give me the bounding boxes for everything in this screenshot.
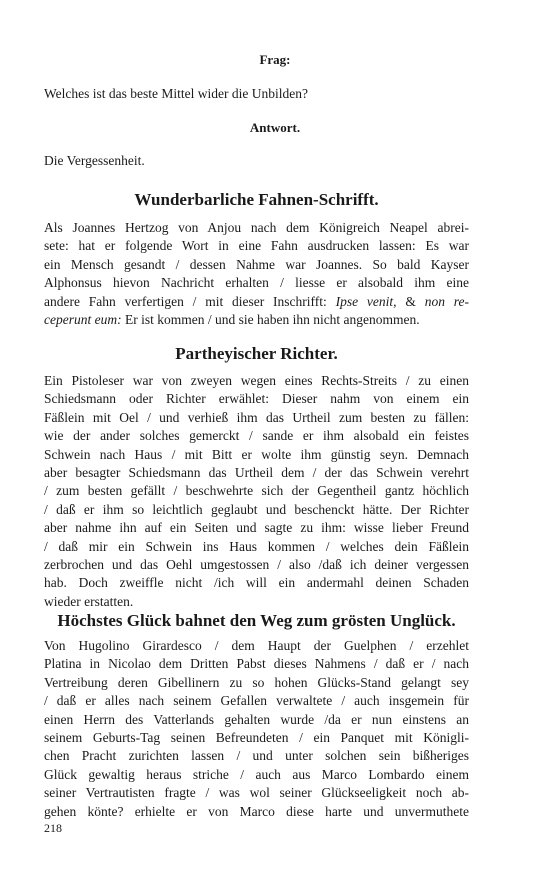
text-line: sete: hat er folgende Wort in eine Fahn ausdrucken lassen: Es war xyxy=(44,238,469,254)
text-line: Schiedsmann oder Richter erwählet: Dieser nahm von einem ein xyxy=(44,391,469,407)
section-body-fahnen xyxy=(44,219,469,329)
latin-text: ceperunt eum: xyxy=(44,312,122,328)
section-title-glueck: Höchstes Glück bahnet den Weg zum grösten Unglück. xyxy=(57,611,456,630)
page-number: 218 xyxy=(44,821,62,835)
latin-text: non re- xyxy=(424,293,470,309)
text-line: einen Herrn des Vatterlands gehalten wurde /da er nun einstens an xyxy=(44,711,469,727)
text-line: wieder erstatten. xyxy=(44,593,134,609)
section-body-glueck xyxy=(44,637,469,821)
text-line xyxy=(44,311,469,329)
text-line: seiner Vertrautisten fragte / was wol seiner Glückseeligkeit noch ab- xyxy=(44,785,469,801)
text-line: / daß mir ein Schwein ins Haus kommen / welches dein Fäßlein xyxy=(44,538,469,554)
ampersand: & xyxy=(405,293,416,309)
text-line: zerbrochen und das Oehl umgestossen / also /daß ich deiner vergessen xyxy=(44,557,469,573)
question-label: Frag: xyxy=(259,52,291,67)
text-line: Von Hugolino Girardesco / dem Haupt der Guelphen / erzehlet xyxy=(44,638,469,653)
text-line: / daß er ihm so leichtlich geglaubt und beschenckt hätte. Der Richter xyxy=(44,501,469,517)
text-line: aber besagter Schiedsmann das Urtheil dem / der das Schwein verehrt xyxy=(44,465,469,481)
text-line: Platina in Nicolao dem Dritten Pabst dieses Nahmens / daß er / nach xyxy=(44,656,469,672)
latin-text: Ipse venit, xyxy=(335,293,397,309)
text-line: ein Mensch gesandt / dessen Nahme war Joannes. So bald Kayser xyxy=(44,256,469,272)
text-fragment: andere Fahn verfertigen / mit dieser Inschrifft: xyxy=(44,293,327,309)
text-fragment: Er ist kommen / und sie haben ihn nicht angenommen. xyxy=(124,312,420,328)
text-line: Glück gewaltig heraus striche / auch aus Marco Lombardo einem xyxy=(44,766,469,782)
text-line: / zum besten gefällt / beschwehrte sich der Gegentheil gantz höchlich xyxy=(44,483,469,499)
text-line: wie der ander solches gemerckt / sande er ihm alsobald ein feistes xyxy=(44,428,469,444)
text-line: chen Pracht zurichten lassen / und unter solchen sein bißheriges xyxy=(44,748,469,764)
text-line xyxy=(44,293,469,311)
text-line: gehen könte? erhielte er von Marco diese harte und unvermuthete xyxy=(44,803,469,819)
section-body-richter xyxy=(44,372,469,611)
text-line: Vertreibung deren Gibellinern zu so hohen Glücks-Stand gelangt sey xyxy=(44,674,469,690)
text-line: Ein Pistoleser war von zweyen wegen eines Rechts-Streits / zu einen xyxy=(44,373,469,388)
answer-label: Antwort. xyxy=(249,120,301,135)
text-line: / daß er alles nach seinem Gefallen verwaltete / auch insgemein für xyxy=(44,693,469,709)
question-text: Welches ist das beste Mittel wider die Unbilden? xyxy=(44,86,308,101)
answer-text: Die Vergessenheit. xyxy=(44,153,145,168)
text-line: seinem Geburts-Tag seinen Befreundeten / ein Panquet mit Königli- xyxy=(44,730,469,746)
text-line: Als Joannes Hertzog von Anjou nach dem Königreich Neapel abrei- xyxy=(44,220,469,235)
section-title-fahnen: Wunderbarliche Fahnen-Schrifft. xyxy=(134,190,379,209)
section-title-richter: Partheyischer Richter. xyxy=(175,344,338,363)
text-line: Fäßlein mit Oel / und verhieß ihm das Urtheil zum besten zu fällen: xyxy=(44,409,469,425)
text-line: Schwein nach Haus / mit Bitt er wolte ihm günstig seyn. Demnach xyxy=(44,446,469,462)
text-line: aber nahme ihn auf ein Seiten und sagte zu ihm: wisse lieber Freund xyxy=(44,520,469,536)
text-line: hab. Doch zweiffle nicht /ich will ein andermahl deinen Schaden xyxy=(44,575,469,591)
text-line: Alphonsus hievon Nachricht erhalten / liesse er alsobald ihm eine xyxy=(44,275,469,291)
